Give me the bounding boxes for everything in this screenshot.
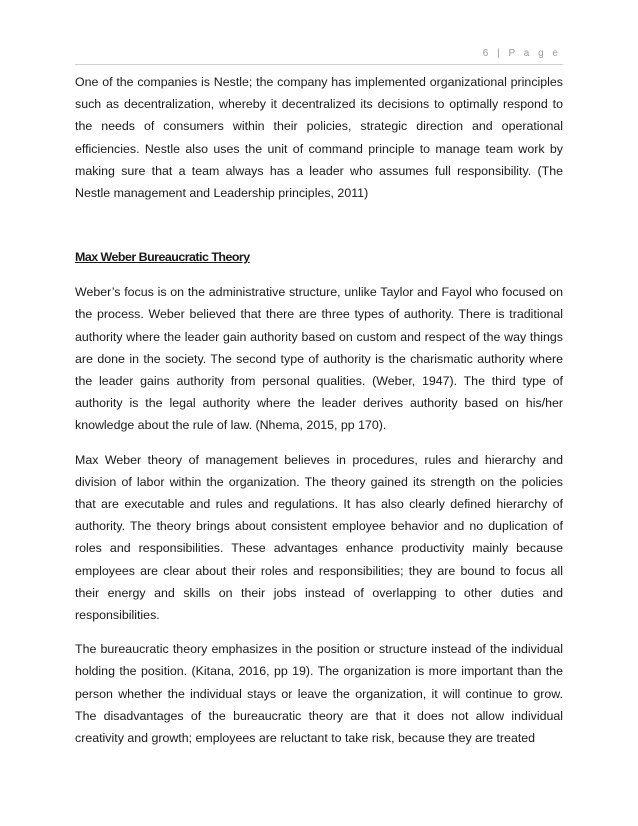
section-heading: Max Weber Bureaucratic Theory xyxy=(75,250,250,265)
page-header xyxy=(75,48,563,65)
paragraph-nestle: One of the companies is Nestle; the company has implemented organizational principles such as decentralization, whereby it decentralized its decisions to optimally respond to the needs of consumers within their policies, strategic direction and operational efficiencies. Nestle also uses the unit of command principle to manage team work by making sure that a team always has a leader who assumes full responsibility. (The Nestle management and Leadership principles, 2011) xyxy=(75,75,563,201)
page-number-label: 6 | P a g e xyxy=(482,48,561,59)
paragraph-bureaucratic-theory: The bureaucratic theory emphasizes in the position or structure instead of the individual holding the position. (Kitana, 2016, pp 19). The organization is more important than the person whether the individual stays or leave the organization, it will continue to grow. The disadvantages of the bureaucratic theory are that it does not allow individual creativity and growth; employees are reluctant to take risk, because they are treated xyxy=(75,642,563,746)
document-body xyxy=(75,71,563,749)
paragraph-weber-theory: Max Weber theory of management believes in procedures, rules and hierarchy and division of labor within the organization. The theory gained its strength on the policies that are executable and rules and regulations. It has also clearly defined hierarchy of authority. The theory brings about consistent employee behavior and no duplication of roles and responsibilities. These advantages enhance productivity mainly because employees are clear about their roles and responsibilities; they are bound to focus all their energy and skills on their jobs instead of overlapping to other duties and responsibilities. xyxy=(75,452,563,623)
paragraph-weber-authority: Weber’s focus is on the administrative structure, unlike Taylor and Fayol who focused on the process. Weber believed that there are three types of authority. There is traditional authority where the leader gain authority based on custom and respect of the way things are done in the society. The second type of authority is the charismatic authority where the leader gains authority from personal qualities. (Weber, 1947). The third type of authority is the legal authority where the leader derives authority based on his/her knowledge about the rule of law. (Nhema, 2015, pp 170). xyxy=(75,285,563,433)
